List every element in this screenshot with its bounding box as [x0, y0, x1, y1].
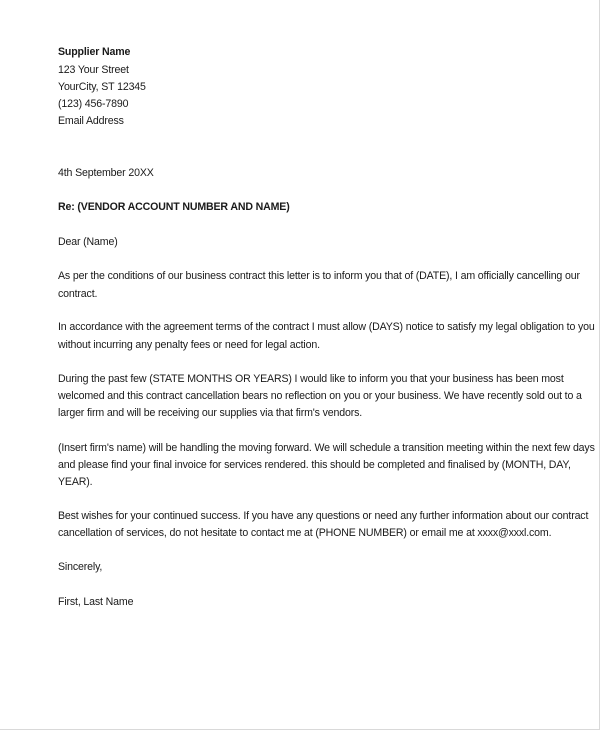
paragraph-line: welcomed and this contract cancellation bears no reflection on you or your business. We have recently sold out to a — [58, 390, 582, 402]
letter-subject: Re: (VENDOR ACCOUNT NUMBER AND NAME) — [58, 201, 290, 213]
letter-signature: First, Last Name — [58, 596, 134, 608]
paragraph-line: (Insert firm's name) will be handling the moving forward. We will schedule a transition meeting within the next few days — [58, 442, 595, 454]
sender-name: Supplier Name — [58, 46, 131, 58]
letter-salutation: Dear (Name) — [58, 236, 118, 248]
paragraph-line: contract. — [58, 288, 98, 300]
sender-city: YourCity, ST 12345 — [58, 81, 146, 93]
paragraph-line: Best wishes for your continued success. If you have any questions or need any further information about our contract — [58, 510, 589, 522]
sender-phone: (123) 456-7890 — [58, 98, 129, 110]
paragraph-line: without incurring any penalty fees or need for legal action. — [58, 339, 320, 351]
paragraph-line: and please find your final invoice for services rendered. this should be completed and finalised by (MONTH, DAY, — [58, 459, 571, 471]
letter-closing: Sincerely, — [58, 561, 103, 573]
letter-date: 4th September 20XX — [58, 167, 154, 179]
paragraph-line: During the past few (STATE MONTHS OR YEARS) I would like to inform you that your business has been most — [58, 373, 564, 385]
paragraph-line: YEAR). — [58, 476, 93, 488]
sender-street: 123 Your Street — [58, 64, 129, 76]
paragraph-line: As per the conditions of our business contract this letter is to inform you that of (DATE), I am officially cancelling our — [58, 270, 580, 282]
paragraph-line: larger firm and will be receiving our supplies via that firm's vendors. — [58, 407, 363, 419]
sender-email: Email Address — [58, 115, 124, 127]
paragraph-line: In accordance with the agreement terms of the contract I must allow (DAYS) notice to satisfy my legal obligation to you — [58, 321, 595, 333]
paragraph-line: cancellation of services, do not hesitate to contact me at (PHONE NUMBER) or email me at xxxx@xxxl.com. — [58, 527, 552, 539]
